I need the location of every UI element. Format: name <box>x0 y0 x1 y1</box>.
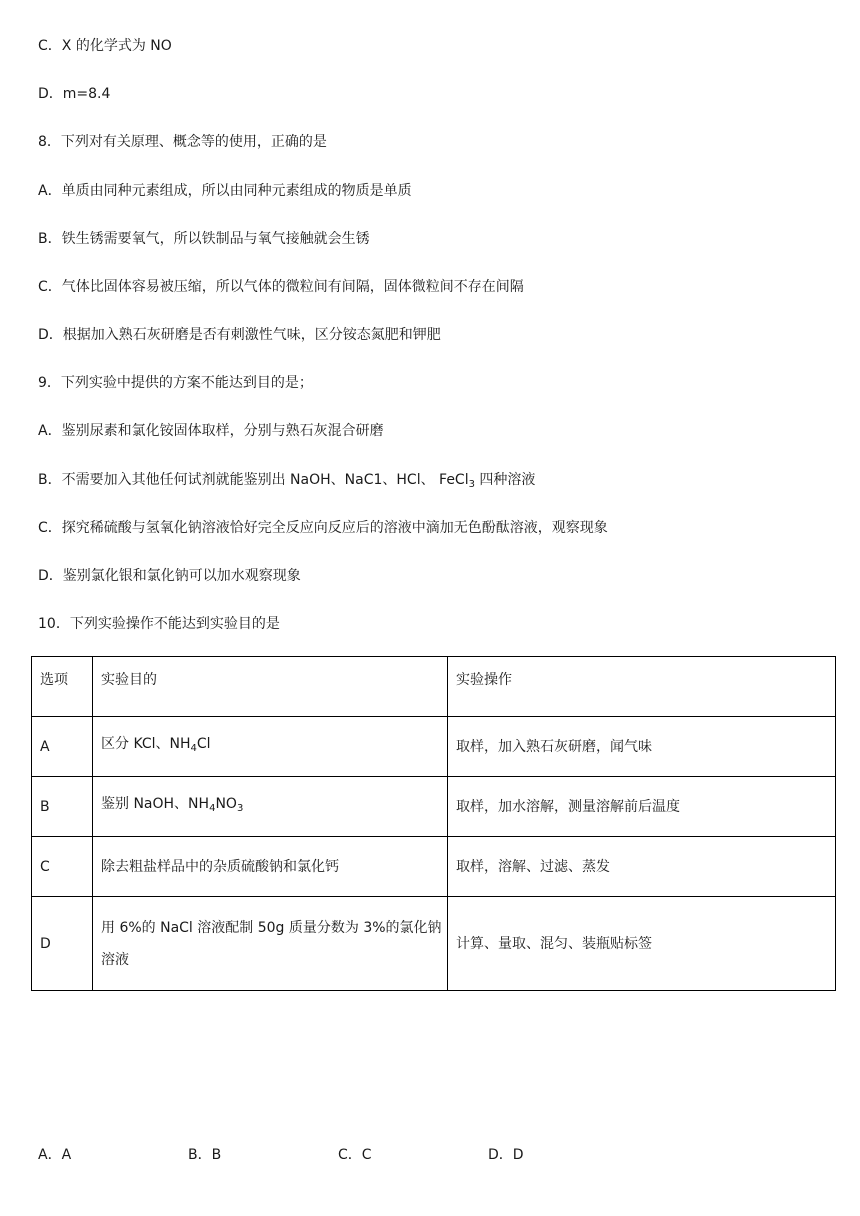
table-row <box>32 897 836 991</box>
row-purpose <box>93 897 448 991</box>
row-operation: 计算、量取、混匀、装瓶贴标签 <box>448 897 836 991</box>
row-purpose: 除去粗盐样品中的杂质硫酸钠和氯化钙 <box>93 837 448 897</box>
row-purpose <box>93 717 448 777</box>
purpose-line-1: 用 6%的 NaCl 溶液配制 50g 质量分数为 3%的氯化钠 <box>101 919 442 936</box>
header-operation: 实验操作 <box>448 657 836 717</box>
answer-option-c: C．C <box>338 1147 372 1163</box>
q8-option-d: D．根据加入熟石灰研磨是否有刺激性气味，区分铵态氮肥和钾肥 <box>38 327 441 343</box>
answer-option-b: B．B <box>188 1147 222 1163</box>
row-option: C <box>32 837 93 897</box>
row-operation: 取样，加水溶解，测量溶解前后温度 <box>448 777 836 837</box>
q9-option-b-tail: 四种溶液 <box>474 472 536 488</box>
purpose-line-2: 溶液 <box>101 951 129 968</box>
purpose-text: 鉴别 NaOH、NH <box>101 796 210 812</box>
q9-option-b-text: B．不需要加入其他任何试剂就能鉴别出 NaOH、NaC1、HCl、 FeCl <box>38 472 469 488</box>
row-option: D <box>32 897 93 991</box>
purpose-text-mid: NO <box>215 796 237 812</box>
q8-option-a: A．单质由同种元素组成，所以由同种元素组成的物质是单质 <box>38 183 412 199</box>
q10-stem: 10．下列实验操作不能达到实验目的是 <box>38 616 280 632</box>
q8-option-c: C．气体比固体容易被压缩，所以气体的微粒间有间隔，固体微粒间不存在间隔 <box>38 279 524 295</box>
q9-stem: 9．下列实验中提供的方案不能达到目的是； <box>38 375 313 391</box>
q9-option-b-subscript: 3 <box>468 479 475 490</box>
row-option: B <box>32 777 93 837</box>
purpose-subscript: 4 <box>209 803 216 814</box>
header-option: 选项 <box>32 657 93 717</box>
row-operation: 取样，溶解、过滤、蒸发 <box>448 837 836 897</box>
purpose-text-tail: Cl <box>196 736 211 752</box>
answer-option-d: D．D <box>488 1147 524 1163</box>
answer-option-a: A．A <box>38 1147 72 1163</box>
q8-stem: 8．下列对有关原理、概念等的使用，正确的是 <box>38 134 327 150</box>
q8-option-b: B．铁生锈需要氧气，所以铁制品与氧气接触就会生锈 <box>38 231 370 247</box>
experiment-table <box>31 656 836 991</box>
q9-option-a: A．鉴别尿素和氯化铵固体取样，分别与熟石灰混合研磨 <box>38 423 384 439</box>
purpose-text: 区分 KCl、NH <box>101 736 191 752</box>
header-purpose: 实验目的 <box>93 657 448 717</box>
q7-option-d: D．m=8.4 <box>38 86 111 102</box>
row-purpose <box>93 777 448 837</box>
row-operation: 取样，加入熟石灰研磨，闻气味 <box>448 717 836 777</box>
table-row <box>32 777 836 837</box>
row-option: A <box>32 717 93 777</box>
purpose-subscript: 4 <box>190 743 197 754</box>
q7-option-c: C．X 的化学式为 NO <box>38 38 172 54</box>
table-row <box>32 837 836 897</box>
q9-option-d: D．鉴别氯化银和氯化钠可以加水观察现象 <box>38 568 301 584</box>
q9-option-c: C．探究稀硫酸与氢氧化钠溶液恰好完全反应向反应后的溶液中滴加无色酚酞溶液，观察现象 <box>38 520 608 536</box>
q9-option-b <box>38 470 535 495</box>
table-header-row <box>32 657 836 717</box>
q10-answer-options <box>38 1144 798 1164</box>
purpose-subscript-2: 3 <box>236 803 244 814</box>
table-row <box>32 717 836 777</box>
